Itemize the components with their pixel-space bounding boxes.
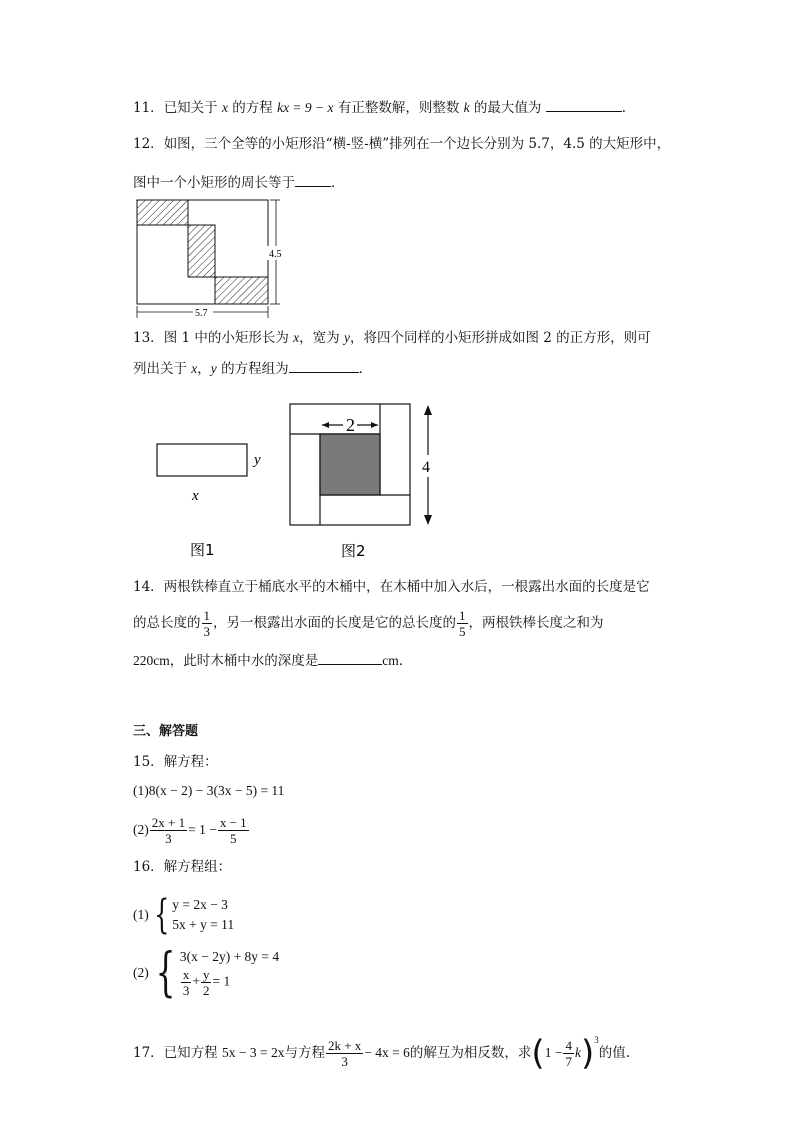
q13-comma: ， [197,361,211,377]
q17-number: 17． [133,1045,164,1061]
q17-expr-a: 1 − [544,1045,563,1060]
answer-blank[interactable] [318,650,382,665]
q11-number: 11． [133,100,164,116]
question-14-line3 [133,650,412,671]
q14-text-b: ，另一根露出水面的长度是它的总长度的 [213,615,456,631]
q15-equation-1: 8(x − 2) − 3(3x − 5) = 11 [148,783,285,798]
figure-2-caption: 图2 [341,542,366,560]
q13-text-c: ，将四个同样的小矩形拼成如图 2 的正方形，则可 [349,330,651,346]
q14-total-length: 220cm [133,653,170,668]
q13-var-x: x [191,361,198,376]
q13-var-y: y [343,330,350,345]
question-12-line1 [133,134,670,154]
fraction [201,967,212,998]
q11-var-x: x [221,100,228,115]
side-length-label: 4 [422,459,430,476]
part-label: (1) [133,906,149,922]
q13-var-x: x [293,330,300,345]
numerator: 2x + 1 [151,815,186,830]
answer-blank[interactable] [546,97,622,112]
fraction [326,1038,363,1069]
y-label: y [254,452,261,468]
q11-text-d: 的最大值为 [473,100,542,116]
question-16 [133,857,231,877]
q11-text-b: 的方程 [232,100,273,116]
q17-text-b: 与方程 [284,1045,325,1061]
fraction [150,815,187,846]
numerator: x [182,967,190,982]
q17-equation-2-rest: − 4x = 6 [364,1045,410,1060]
system-equation-2: 5x + y = 11 [172,916,235,932]
q13-text-b: ，宽为 [299,330,340,346]
system-lines [180,947,279,998]
q17-equation-1: 5x − 3 = 2x [221,1045,285,1060]
numerator: y [202,967,210,982]
rhs: = 1 [212,973,231,989]
q13-end: ． [358,361,373,377]
q12-number: 12． [133,136,164,152]
q15-equals: = 1 − [188,822,217,837]
small-rect-middle [188,225,215,277]
q13-figure-2 [285,400,450,562]
q16-number: 16． [133,859,164,875]
fraction [563,1038,574,1069]
question-13-line2 [133,358,372,379]
q12-end: ． [331,175,345,191]
part-label: (1) [133,783,149,798]
numerator: 2k + x [327,1038,362,1053]
q13-var-y: y [210,361,217,376]
small-rect-top [137,200,188,225]
denominator: 2 [202,983,210,998]
q17-text-d: 的解互为相反数，求 [409,1045,532,1061]
question-13-line1 [133,328,651,348]
system-equation-1: y = 2x − 3 [172,896,228,912]
denominator: 5 [459,624,466,639]
question-14-line2 [133,608,604,639]
q14-text-c: ，两根铁棒长度之和为 [468,615,604,631]
q16-part-2 [133,944,279,1001]
q16-part-1 [133,892,234,937]
denominator: 3 [165,831,172,846]
numerator: 4 [565,1038,572,1053]
q12-text-line1: 如图，三个全等的小矩形沿“横-竖-横”排列在一个边长分别为 5.7，4.5 的大矩形中， [163,136,671,152]
question-17 [133,1024,630,1074]
question-11 [133,97,635,118]
q14-text-line1: 两根铁棒直立于桶底水平的木桶中，在木桶中加入水后，一根露出水面的长度是它 [163,579,650,595]
equation-system [133,942,280,1003]
exponent: 3 [594,1035,599,1045]
q15-part-2 [133,814,250,846]
q13-number: 13． [133,330,164,346]
question-12-line2 [133,172,345,193]
q16-title: 解方程组： [163,859,232,875]
fraction [218,815,249,846]
fraction-one-fifth [457,608,468,639]
inner-length-label: 2 [346,415,355,435]
width-label: 5.7 [195,308,208,319]
inner-gray-square [320,434,380,495]
x-label: x [192,488,199,504]
q15-number: 15． [133,754,164,770]
system-equation-2 [180,967,279,998]
equation-system [133,893,234,937]
q15-part-1 [133,781,284,801]
right-paren: ) [580,1033,595,1074]
q17-text-e: 的值. [598,1045,630,1061]
denominator: 5 [230,831,237,846]
q14-unit: cm [382,653,399,668]
q13-text-e: 的方程组为 [221,361,289,377]
denominator: 3 [341,1054,348,1069]
q11-text-c: 有正整数解，则整数 [337,100,460,116]
question-14-line1 [133,577,650,597]
denominator: 3 [182,983,190,998]
system-equation-1: 3(x − 2y) + 8y = 4 [179,949,280,964]
fraction [181,967,192,998]
numerator: 1 [203,608,210,623]
left-brace: { [155,942,176,1003]
answer-blank[interactable] [295,172,331,187]
q13-text-d: 列出关于 [133,361,187,377]
part-label: (2) [133,964,149,980]
part-label: (2) [133,822,149,837]
q14-text-a: 的总长度的 [133,615,201,631]
fraction-one-third [202,608,213,639]
system-lines [172,895,234,935]
q13-text-a: 图 1 中的小矩形长为 [163,330,289,346]
q13-figure-1 [150,430,275,560]
question-15 [133,752,218,772]
plus: + [192,973,200,989]
q15-title: 解方程： [163,754,218,770]
figure-1-caption: 图1 [190,541,215,559]
q11-var-k: k [463,100,470,115]
q12-text-line2: 图中一个小矩形的周长等于 [133,175,295,191]
q17-text-a: 已知方程 [163,1045,218,1061]
q14-text-d: ，此时木桶中水的深度是 [169,653,319,669]
small-rect-bottom [215,277,268,304]
numerator: x − 1 [219,815,247,830]
q12-figure [130,194,290,320]
height-label: 4.5 [269,249,282,260]
left-paren: ( [531,1033,545,1074]
denominator: 7 [565,1054,572,1069]
answer-blank[interactable] [289,358,359,373]
denominator: 3 [203,624,210,639]
numerator: 1 [459,608,466,623]
left-brace: { [153,891,170,938]
q14-number: 14． [133,579,164,595]
q11-text-a: 已知关于 [163,100,218,116]
q11-equation: kx = 9 − x [277,100,334,115]
small-rectangle [157,444,247,476]
q17-var-k: k [574,1045,581,1060]
section-title: 三、解答题 [133,724,199,739]
q11-end: ． [621,100,636,116]
q14-end: ． [398,653,413,669]
